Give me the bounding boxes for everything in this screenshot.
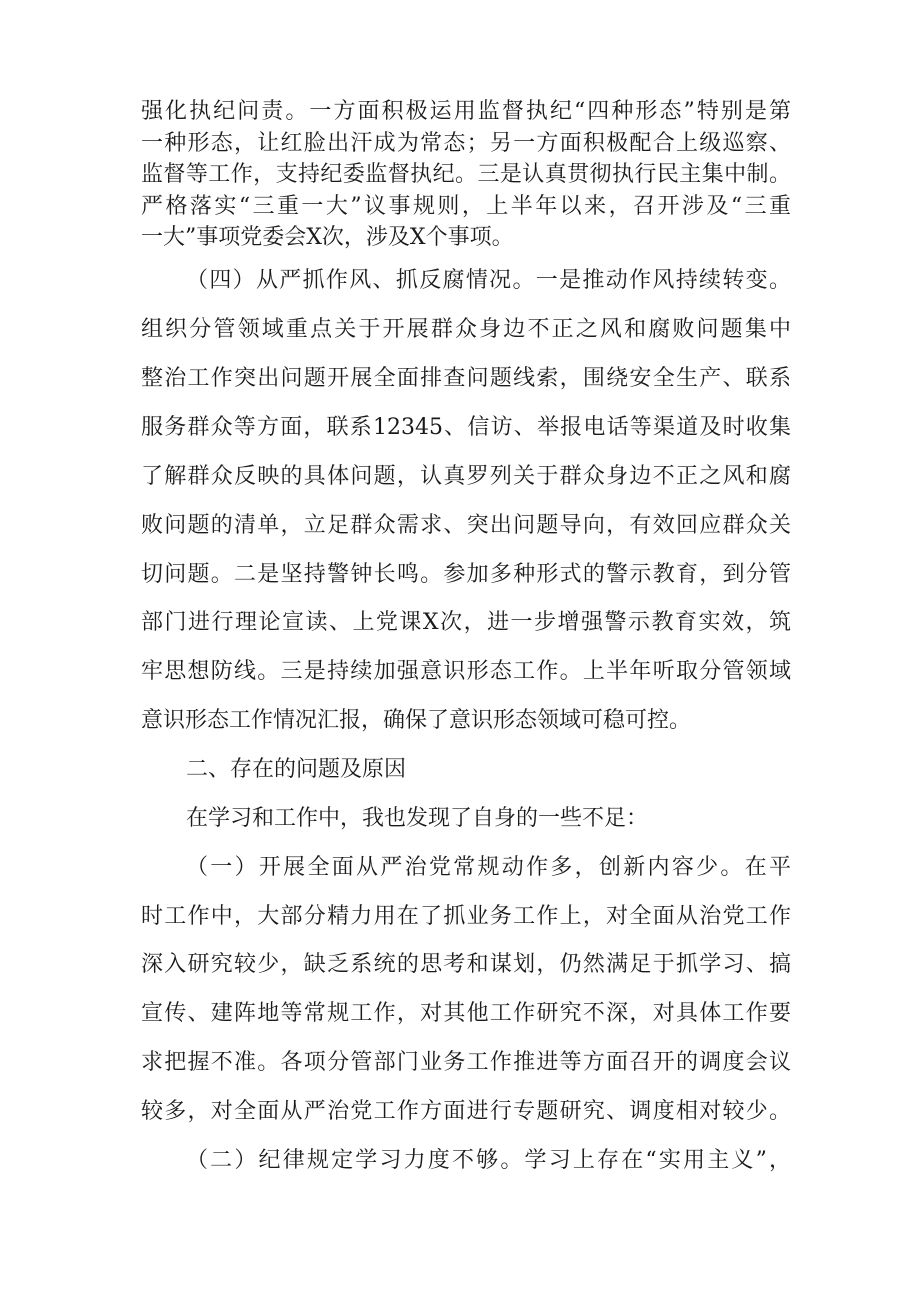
section-heading-4: （四）从严抓作风、抓反腐情况。一是推动作风持续转变。 xyxy=(186,268,791,293)
text-line-20: 深入研究较少，缺乏系统的思考和谋划，仍然满足于抓学习、搞 xyxy=(141,952,791,977)
text-line-13: 部门进行理论宣读、上党课X次，进一步增强警示教育实效，筑 xyxy=(141,610,791,635)
text-line-14: 牢思想防线。三是持续加强意识形态工作。上半年听取分管领域 xyxy=(141,659,791,684)
section-heading-2: 二、存在的问题及原因 xyxy=(186,757,407,782)
text-line-9: 服务群众等方面，联系12345、信访、举报电话等渠道及时收集 xyxy=(141,415,791,440)
text-line-12: 切问题。二是坚持警钟长鸣。参加多种形式的警示教育，到分管 xyxy=(141,562,791,587)
text-line-21: 宣传、建阵地等常规工作，对其他工作研究不深，对具体工作要 xyxy=(141,1001,791,1026)
text-line-19: 时工作中，大部分精力用在了抓业务工作上，对全面从治党工作 xyxy=(141,904,791,929)
text-line-4: 严格落实“三重一大”议事规则，上半年以来，召开涉及“三重 xyxy=(141,194,791,219)
text-line-3: 监督等工作，支持纪委监督执纪。三是认真贯彻执行民主集中制。 xyxy=(141,162,791,187)
text-line-15: 意识形态工作情况汇报，确保了意识形态领域可稳可控。 xyxy=(141,708,692,733)
text-line-22: 求把握不准。各项分管部门业务工作推进等方面召开的调度会议 xyxy=(141,1050,791,1075)
text-line-23: 较多，对全面从严治党工作方面进行专题研究、调度相对较少。 xyxy=(141,1099,791,1124)
text-line-5: 一大”事项党委会X次，涉及X个事项。 xyxy=(141,225,514,250)
text-line-2: 一种形态，让红脸出汗成为常态；另一方面积极配合上级巡察、 xyxy=(141,131,791,156)
text-line-8: 整治工作突出问题开展全面排查问题线索，围绕安全生产、联系 xyxy=(141,366,791,391)
subsection-heading-1: （一）开展全面从严治党常规动作多，创新内容少。在平 xyxy=(186,855,791,880)
text-line-17: 在学习和工作中，我也发现了自身的一些不足： xyxy=(186,806,649,831)
subsection-heading-2: （二）纪律规定学习力度不够。学习上存在“实用主义”， xyxy=(186,1148,791,1173)
text-line-1: 强化执纪问责。一方面积极运用监督执纪“四种形态”特别是第 xyxy=(141,99,791,124)
text-line-10: 了解群众反映的具体问题，认真罗列关于群众身边不正之风和腐 xyxy=(141,464,791,489)
text-line-7: 组织分管领域重点关于开展群众身边不正之风和腐败问题集中 xyxy=(141,317,791,342)
text-line-11: 败问题的清单，立足群众需求、突出问题导向，有效回应群众关 xyxy=(141,513,791,538)
